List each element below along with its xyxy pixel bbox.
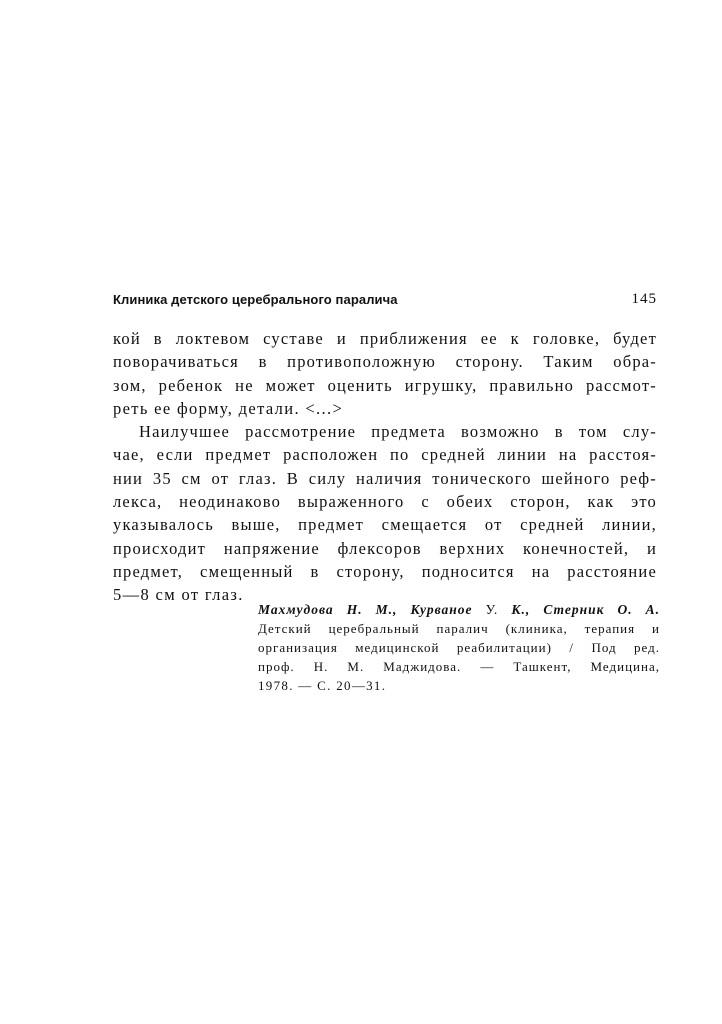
body-line: происходит напряжение флексоров верхних конечностей, и [113, 538, 657, 558]
running-header-title: Клиника детского церебрального паралича [113, 292, 398, 307]
body-line: кой в локтевом суставе и приближения ее к головке, будет [113, 329, 657, 348]
citation-author-rest: К., Стерник О. А. [511, 602, 661, 617]
body-line: указывалось выше, предмет смещается от средней линии, [113, 515, 657, 535]
body-line: нии 35 см от глаз. В силу наличия тонического шейного реф- [113, 468, 657, 488]
citation-authors [258, 600, 660, 619]
body-line: поворачиваться в противоположную сторону. Таким обра- [113, 352, 657, 372]
body-line: Наилучшее рассмотрение предмета возможно в том слу- [139, 422, 657, 442]
body-text [113, 327, 657, 607]
citation-author-2-initial: У. [472, 602, 512, 617]
body-line: зом, ребенок не может оценить игрушку, правильно рассмот- [113, 375, 657, 395]
page-number: 145 [631, 291, 657, 307]
body-line: предмет, смещенный в сторону, подносится на расстояние [113, 561, 657, 581]
citation [258, 600, 660, 695]
citation-line: Детский церебральный паралич (клиника, терапия и [258, 621, 660, 636]
citation-line: 1978. — С. 20—31. [258, 678, 387, 693]
citation-line: проф. Н. М. Маджидова. — Ташкент, Медицина, [258, 659, 660, 674]
citation-author-2: Курваное [410, 602, 473, 617]
citation-line: организация медицинской реабилитации) / Под ред. [258, 640, 660, 655]
body-line: 5—8 см от глаз. [113, 585, 244, 605]
body-line: чае, если предмет расположен по средней линии на расстоя- [113, 445, 657, 465]
body-line: лекса, неодинаково выраженного с обеих сторон, как это [113, 492, 657, 512]
body-line: реть ее форму, детали. <...> [113, 398, 344, 418]
running-header [113, 289, 657, 311]
citation-author-1: Махмудова Н. М., [258, 602, 411, 617]
